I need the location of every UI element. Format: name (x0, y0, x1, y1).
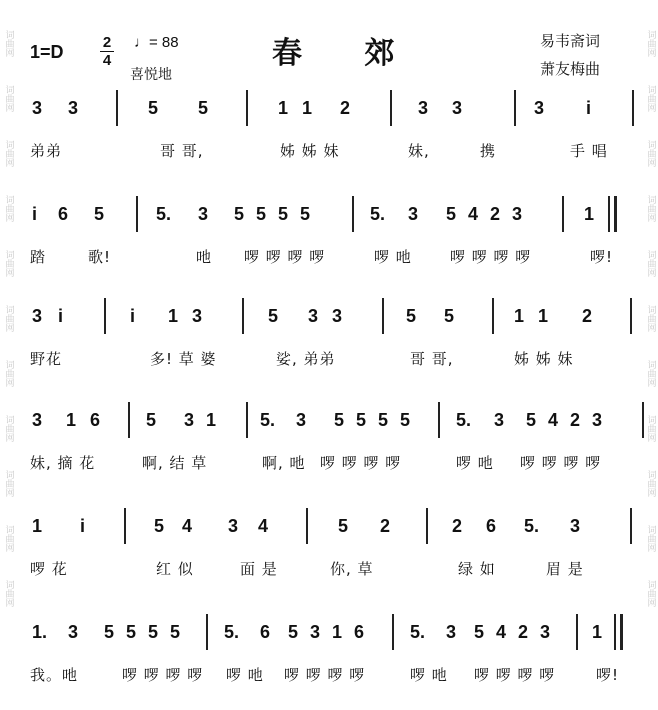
lyric-syllables: 我。吔 (30, 666, 79, 684)
lyric-syllables: 哥 哥, (410, 350, 454, 368)
lyrics-row (30, 140, 640, 160)
lyrics-row (30, 452, 640, 472)
lyric-syllables: 啰 花 (30, 560, 68, 578)
note: 5 (256, 204, 267, 224)
watermark-text: 词曲网 (3, 580, 14, 607)
note: 3 (570, 516, 581, 536)
bar-line (630, 298, 632, 334)
watermark-text: 词曲网 (645, 525, 656, 552)
watermark-text: 词曲网 (645, 140, 656, 167)
note: 3 (32, 410, 43, 430)
lyric-syllables: 野花 (30, 350, 63, 368)
watermark-text: 词曲网 (3, 195, 14, 222)
note: 5 (338, 516, 349, 536)
note: 1 (168, 306, 179, 326)
notation-row (20, 516, 640, 556)
lyric-syllables: 妹, (408, 142, 430, 160)
note: 1 (514, 306, 525, 326)
lyric-syllables: 吔 (196, 248, 213, 266)
watermark-text: 词曲网 (645, 85, 656, 112)
watermark-text: 词曲网 (3, 525, 14, 552)
note: 3 (540, 622, 551, 642)
watermark-text: 词曲网 (3, 305, 14, 332)
lyric-syllables: 弟弟 (30, 142, 63, 160)
lyric-syllables: 啰 啰 啰 啰 (284, 666, 366, 684)
left-watermark (0, 0, 16, 710)
lyric-syllables: 哥 哥, (160, 142, 204, 160)
lyric-syllables: 歌! (88, 248, 112, 266)
bar-line (206, 614, 208, 650)
lyric-syllables: 携 (480, 142, 497, 160)
lyric-syllables: 啰 啰 啰 啰 (520, 454, 602, 472)
note: 5 (154, 516, 165, 536)
note: 5 (400, 410, 411, 430)
note: 5 (526, 410, 537, 430)
note: 4 (258, 516, 269, 536)
watermark-text: 词曲网 (3, 85, 14, 112)
note: 5 (446, 204, 457, 224)
watermark-text: 词曲网 (645, 580, 656, 607)
watermark-text: 词曲网 (645, 360, 656, 387)
lyric-syllables: 啰 啰 啰 啰 (320, 454, 402, 472)
note: 3 (310, 622, 321, 642)
note: i (130, 306, 136, 326)
bar-line (608, 196, 610, 232)
note: 2 (452, 516, 463, 536)
bar-line (514, 90, 516, 126)
note: 5 (334, 410, 345, 430)
lyric-syllables: 踏 (30, 248, 47, 266)
note: 3 (228, 516, 239, 536)
note: i (58, 306, 64, 326)
note: 3 (198, 204, 209, 224)
lyric-syllables: 你, 草 (330, 560, 374, 578)
notation-row (20, 98, 640, 138)
note: 5 (444, 306, 455, 326)
watermark-text: 词曲网 (645, 305, 656, 332)
bar-line (124, 508, 126, 544)
bar-line (116, 90, 118, 126)
lyrics-row (30, 348, 640, 368)
note: 5. (370, 204, 386, 224)
lyric-syllables: 红 似 (156, 560, 194, 578)
note: 1 (592, 622, 603, 642)
note: 3 (296, 410, 307, 430)
note: 5 (474, 622, 485, 642)
note: 4 (182, 516, 193, 536)
note: 5 (148, 98, 159, 118)
note: 4 (548, 410, 559, 430)
note: 5. (260, 410, 276, 430)
note: i (586, 98, 592, 118)
watermark-text: 词曲网 (3, 140, 14, 167)
note: 3 (418, 98, 429, 118)
watermark-text: 词曲网 (645, 195, 656, 222)
lyric-syllables: 啰 吔 (226, 666, 264, 684)
notation-row (20, 410, 640, 450)
key-signature: 1=D (30, 42, 64, 62)
lyric-syllables: 面 是 (240, 560, 278, 578)
bar-line (246, 402, 248, 438)
note: i (32, 204, 38, 224)
watermark-text: 词曲网 (3, 470, 14, 497)
lyrics-row (30, 558, 640, 578)
lyricist-credit: 易韦斋词 (540, 32, 601, 50)
bar-line (614, 614, 616, 650)
notation-row (20, 622, 640, 662)
note: 4 (468, 204, 479, 224)
note: 6 (260, 622, 271, 642)
composer-credit: 萧友梅曲 (540, 60, 601, 78)
lyric-syllables: 眉 是 (546, 560, 584, 578)
note: 2 (490, 204, 501, 224)
lyric-syllables: 啰 啰 啰 啰 (244, 248, 326, 266)
bar-line (426, 508, 428, 544)
lyrics-row (30, 664, 640, 684)
lyric-syllables: 啰 吔 (374, 248, 412, 266)
lyric-syllables: 啰! (596, 666, 620, 684)
note: 3 (184, 410, 195, 430)
note: 5. (156, 204, 172, 224)
time-signature-bottom: 4 (102, 52, 112, 69)
note: 5 (198, 98, 209, 118)
watermark-text: 词曲网 (3, 415, 14, 442)
lyric-syllables: 啊, 结 草 (142, 454, 208, 472)
bar-line (642, 402, 644, 438)
bar-line (630, 508, 632, 544)
note: 6 (58, 204, 69, 224)
note: 1 (32, 516, 43, 536)
note: 3 (68, 98, 79, 118)
note: 3 (68, 622, 79, 642)
note: 2 (340, 98, 351, 118)
note: 3 (592, 410, 603, 430)
note: 1 (206, 410, 217, 430)
time-signature-top: 2 (102, 34, 112, 51)
note: 2 (380, 516, 391, 536)
note: 5 (268, 306, 279, 326)
bar-line (632, 90, 634, 126)
lyric-syllables: 绿 如 (458, 560, 496, 578)
song-title: 春 郊 (272, 36, 421, 71)
watermark-text: 词曲网 (645, 470, 656, 497)
note: 1 (332, 622, 343, 642)
note: 5. (524, 516, 540, 536)
watermark-text: 词曲网 (645, 250, 656, 277)
watermark-text: 词曲网 (3, 250, 14, 277)
bar-line (390, 90, 392, 126)
bar-line (392, 614, 394, 650)
note: 3 (534, 98, 545, 118)
note: 5 (148, 622, 159, 642)
note: 3 (32, 306, 43, 326)
time-signature (100, 34, 114, 69)
lyric-syllables: 多! 草 婆 (150, 350, 217, 368)
note: 1 (584, 204, 595, 224)
note: 1 (302, 98, 313, 118)
lyric-syllables: 妹, 摘 花 (30, 454, 96, 472)
lyric-syllables: 啰 啰 啰 啰 (450, 248, 532, 266)
notation-row (20, 204, 640, 244)
note: i (80, 516, 86, 536)
bar-line (128, 402, 130, 438)
note: 2 (518, 622, 529, 642)
note: 5 (146, 410, 157, 430)
bar-line (246, 90, 248, 126)
note: 1. (32, 622, 48, 642)
note: 3 (32, 98, 43, 118)
note: 3 (332, 306, 343, 326)
lyric-syllables: 姊 姊 妹 (280, 142, 340, 160)
expression-marking: 喜悦地 (130, 67, 172, 83)
note: 5 (288, 622, 299, 642)
note: 2 (582, 306, 593, 326)
bar-line (352, 196, 354, 232)
note: 3 (308, 306, 319, 326)
watermark-text: 词曲网 (645, 30, 656, 57)
note: 6 (354, 622, 365, 642)
watermark-text: 词曲网 (3, 30, 14, 57)
bar-line (620, 614, 623, 650)
note: 5 (378, 410, 389, 430)
lyric-syllables: 姊 姊 妹 (514, 350, 574, 368)
watermark-text: 词曲网 (645, 415, 656, 442)
note: 5 (234, 204, 245, 224)
lyric-syllables: 啰 吔 (410, 666, 448, 684)
bar-line (242, 298, 244, 334)
bar-line (136, 196, 138, 232)
note: 1 (538, 306, 549, 326)
note: 3 (494, 410, 505, 430)
lyric-syllables: 啰 啰 啰 啰 (474, 666, 556, 684)
lyric-syllables: 啰 啰 啰 啰 (122, 666, 204, 684)
note: 3 (446, 622, 457, 642)
bar-line (306, 508, 308, 544)
bar-line (614, 196, 617, 232)
note: 5 (300, 204, 311, 224)
bar-line (492, 298, 494, 334)
note: 5 (126, 622, 137, 642)
note: 3 (452, 98, 463, 118)
lyrics-row (30, 246, 640, 266)
tempo-marking: ♩= 88 (134, 34, 179, 51)
notation-row (20, 306, 640, 346)
note: 1 (66, 410, 77, 430)
note: 5. (224, 622, 240, 642)
lyric-syllables: 啊, 吔 (262, 454, 306, 472)
note: 5 (406, 306, 417, 326)
note: 5 (104, 622, 115, 642)
note: 6 (90, 410, 101, 430)
note: 5 (278, 204, 289, 224)
bar-line (382, 298, 384, 334)
note: 5 (356, 410, 367, 430)
note: 5 (170, 622, 181, 642)
lyric-syllables: 啰 吔 (456, 454, 494, 472)
note: 6 (486, 516, 497, 536)
note: 3 (512, 204, 523, 224)
note: 1 (278, 98, 289, 118)
note: 5. (410, 622, 426, 642)
note: 4 (496, 622, 507, 642)
lyric-syllables: 手 唱 (570, 142, 608, 160)
note: 5 (94, 204, 105, 224)
watermark-text: 词曲网 (3, 360, 14, 387)
bar-line (438, 402, 440, 438)
note: 2 (570, 410, 581, 430)
lyric-syllables: 娑, 弟弟 (276, 350, 336, 368)
right-watermark (642, 0, 658, 710)
note: 3 (408, 204, 419, 224)
bar-line (576, 614, 578, 650)
lyric-syllables: 啰! (590, 248, 614, 266)
bar-line (104, 298, 106, 334)
bar-line (562, 196, 564, 232)
note: 3 (192, 306, 203, 326)
note: 5. (456, 410, 472, 430)
